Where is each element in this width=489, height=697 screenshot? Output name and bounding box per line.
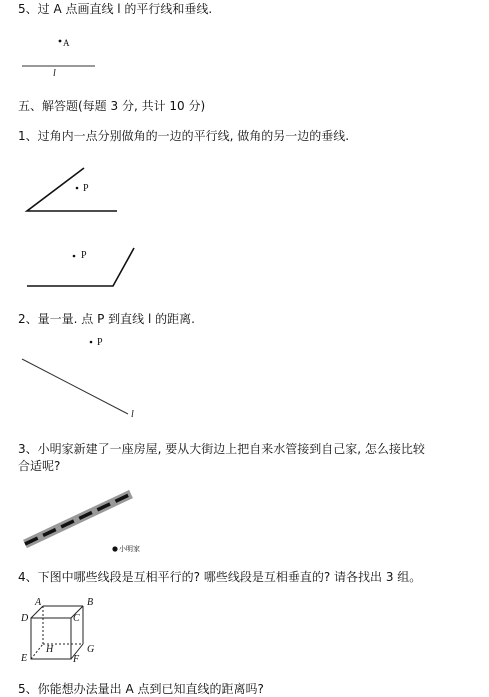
- section-heading: 五、解答题(每题 3 分, 共计 10 分): [18, 99, 206, 113]
- cube-label-c: C: [73, 613, 80, 624]
- q3-house-label: 小明家: [119, 545, 140, 553]
- q1-p-label-b: P: [81, 250, 87, 261]
- q5-point-a-label: A: [63, 38, 70, 48]
- q3-question-line2: 合适呢?: [18, 459, 61, 473]
- q2-p-label: P: [97, 337, 103, 348]
- q3-question-line1: 3、小明家新建了一座房屋, 要从大街边上把自来水管接到自己家, 怎么接比较: [18, 442, 425, 456]
- q4-question: 4、下图中哪些线段是互相平行的? 哪些线段是互相垂直的? 请各找出 3 组。: [18, 570, 422, 584]
- cube-label-d: D: [21, 613, 29, 624]
- q2-question: 2、量一量. 点 P 到直线 l 的距离.: [18, 312, 195, 326]
- cube-label-h: H: [46, 644, 54, 655]
- cube-label-a: A: [35, 597, 42, 608]
- q1-p-label-a: P: [83, 183, 89, 194]
- q5-line-question: 5、过 A 点画直线 l 的平行线和垂线.: [18, 2, 213, 16]
- cube-label-f: F: [73, 654, 80, 665]
- q1-question: 1、过角内一点分别做角的一边的平行线, 做角的另一边的垂线.: [18, 129, 350, 143]
- q5-line-l-label: l: [53, 68, 56, 79]
- q2-line-l-label: l: [131, 409, 134, 420]
- cube-label-e: E: [21, 653, 28, 664]
- q5-distance-question: 5、你能想办法量出 A 点到已知直线的距离吗?: [18, 682, 264, 696]
- cube-label-b: B: [87, 597, 94, 608]
- cube-label-g: G: [87, 644, 95, 655]
